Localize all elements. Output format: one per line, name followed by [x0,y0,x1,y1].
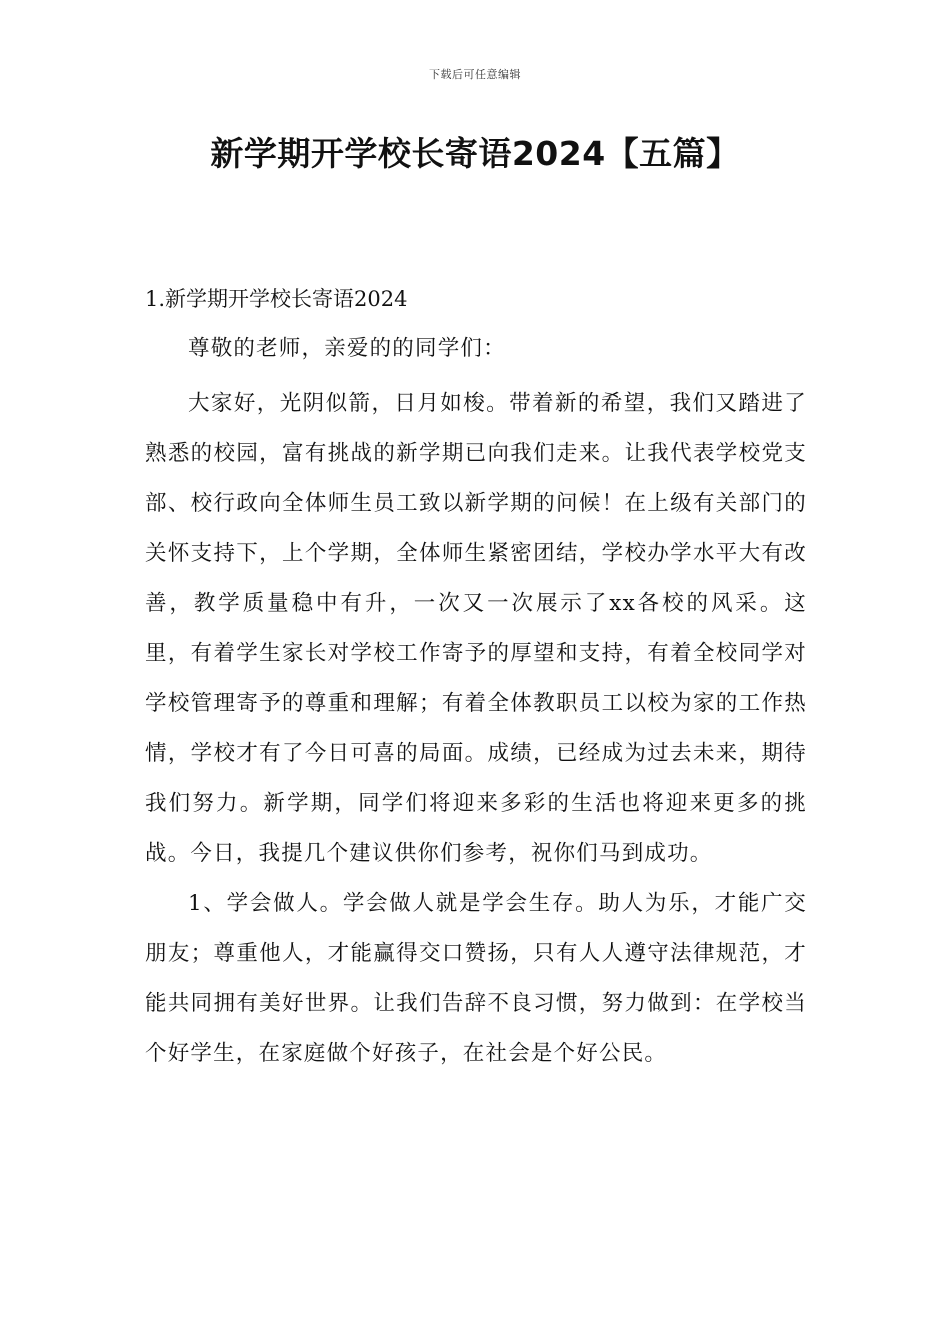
document-body [145,280,807,1079]
page-header-note: 下载后可任意编辑 [429,68,521,81]
document-title: 新学期开学校长寄语2024【五篇】 [210,134,740,173]
greeting-line: 尊敬的老师，亲爱的的同学们： [188,336,506,361]
body-paragraph-2: 1、学会做人。学会做人就是学会生存。助人为乐，才能广交朋友；尊重他人，才能赢得交口赞扬，只有人人遵守法律规范，才能共同拥有美好世界。让我们告辞不良习惯，努力做到：在学校当个好学生，在家庭做个好孩子，在社会是个好公民。 [145,891,807,1066]
section-heading: 1.新学期开学校长寄语2024 [145,287,408,311]
body-paragraph-1: 大家好，光阴似箭，日月如梭。带着新的希望，我们又踏进了熟悉的校园，富有挑战的新学期已向我们走来。让我代表学校党支部、校行政向全体师生员工致以新学期的问候！在上级有关部门的关怀支持下，上个学期，全体师生紧密团结，学校办学水平大有改善，教学质量稳中有升，一次又一次展示了xx各校的风采。这里，有着学生家长对学校工作寄予的厚望和支持，有着全校同学对学校管理寄予的尊重和理解；有着全体教职员工以校为家的工作热情，学校才有了今日可喜的局面。成绩，已经成为过去未来，期待我们努力。新学期，同学们将迎来多彩的生活也将迎来更多的挑战。今日，我提几个建议供你们参考，祝你们马到成功。 [145,391,807,866]
